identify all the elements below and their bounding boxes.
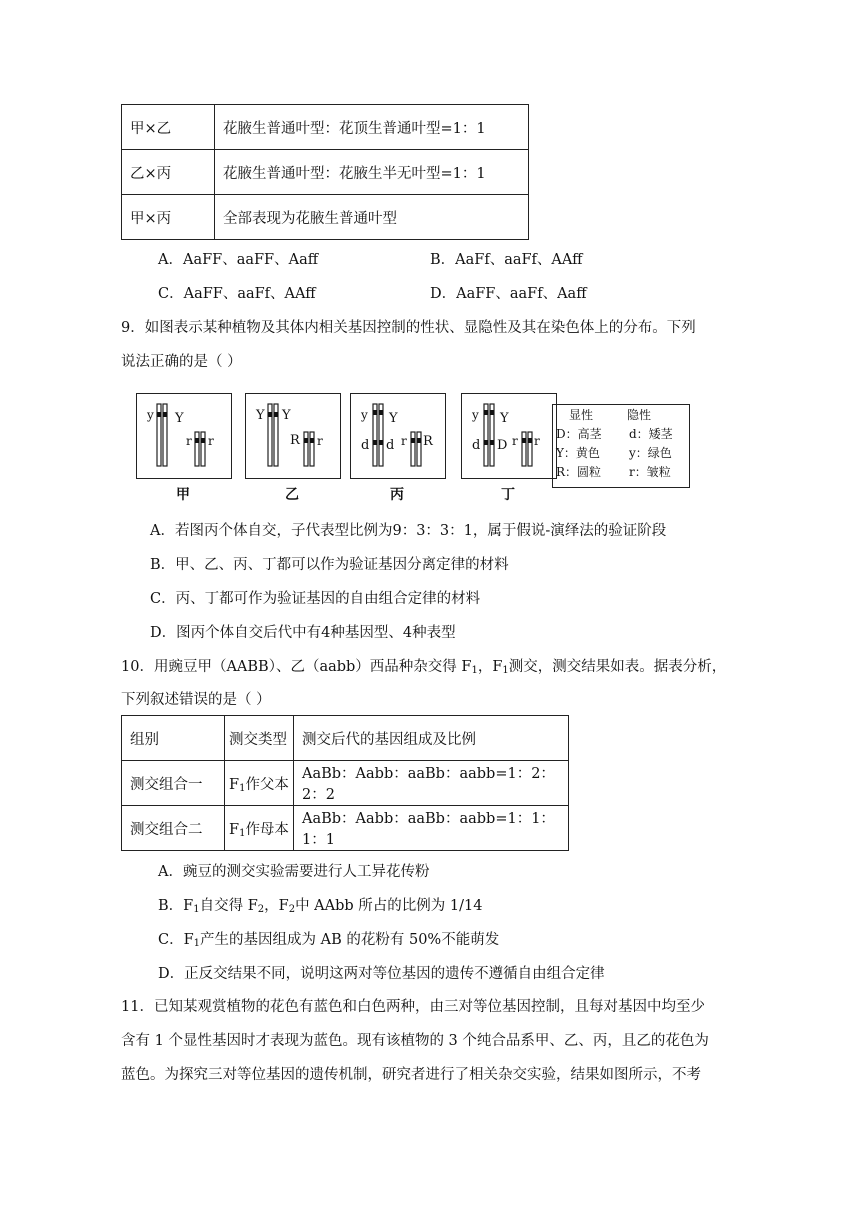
gene-label: d xyxy=(472,438,481,453)
gene-label: r xyxy=(512,434,518,448)
ratio-cell: AaBb：Aabb：aaBb：aabb=1：2：2：2 xyxy=(294,761,569,806)
legend-header-dominant: 显性 xyxy=(569,408,594,422)
group-cell: 测交组合一 xyxy=(122,761,225,806)
table-row xyxy=(122,195,529,240)
cross-cell: 乙×丙 xyxy=(122,150,215,195)
q9-option-c: C．丙、丁都可作为验证基因的自由组合定律的材料 xyxy=(150,591,481,607)
gene-label: r xyxy=(208,434,214,448)
gene-label: y xyxy=(472,408,479,422)
gene-label: r xyxy=(534,434,540,448)
q10-option-a: A．豌豆的测交实验需要进行人工异花传粉 xyxy=(158,864,430,880)
q8-option-d: D．AaFF、aaFf、Aaff xyxy=(430,286,587,302)
cell-bing xyxy=(350,393,446,479)
q9-stem-line2: 说法正确的是（ ） xyxy=(121,354,242,370)
gene-label: y xyxy=(147,408,154,422)
table-row xyxy=(122,806,569,851)
q8-option-b: B．AaFf、aaFf、AAff xyxy=(430,252,583,268)
cell-yi xyxy=(245,393,341,479)
table-row xyxy=(122,761,569,806)
chromosomes-ding xyxy=(462,394,556,478)
gene-label: d xyxy=(361,438,370,453)
q9-option-a: A．若图丙个体自交，子代表型比例为9：3：3：1，属于假说-演绎法的验证阶段 xyxy=(150,523,667,539)
gene-label: r xyxy=(317,434,323,448)
header-cell: 组别 xyxy=(122,716,225,761)
gene-label: d xyxy=(386,438,395,453)
header-cell: 测交类型 xyxy=(225,716,294,761)
q10-table xyxy=(121,715,569,851)
q9-option-b: B．甲、乙、丙、丁都可以作为验证基因分离定律的材料 xyxy=(150,557,509,573)
group-cell: 测交组合二 xyxy=(122,806,225,851)
q10-option-b: B．$F_1$自交得 $F_2$，$F_2$中 AAbb 所占的比例为 1/14 xyxy=(158,898,483,915)
cell-jia xyxy=(136,393,232,479)
result-cell: 花腋生普通叶型：花顶生普通叶型=1：1 xyxy=(215,105,529,150)
legend-recessive: r：皱粒 xyxy=(629,465,671,479)
cross-cell: 甲×丙 xyxy=(122,195,215,240)
table-row xyxy=(122,105,529,150)
legend-recessive: d：矮茎 xyxy=(629,427,673,441)
gene-label: y xyxy=(361,408,368,422)
header-cell: 测交后代的基因组成及比例 xyxy=(294,716,569,761)
type-cell: $F_1$作母本 xyxy=(225,806,294,851)
gene-label: R xyxy=(290,433,300,448)
legend-dominant: D：高茎 xyxy=(556,427,602,441)
q10-stem-line1: 10．用豌豆甲（AABB）、乙（aabb）西品种杂交得 $F_1$，$F_1$测交，测交结果如表。据表分析， xyxy=(121,659,727,676)
ratio-cell: AaBb：Aabb：aaBb：aabb=1：1：1：1 xyxy=(294,806,569,851)
result-cell: 花腋生普通叶型：花腋生半无叶型=1：1 xyxy=(215,150,529,195)
gene-label: Y xyxy=(389,411,398,426)
gene-label: Y xyxy=(282,408,291,423)
figure-label-yi: 乙 xyxy=(285,487,299,503)
gene-label: r xyxy=(401,434,407,448)
q10-option-c: C．$F_1$产生的基因组成为 AB 的花粉有 50%不能萌发 xyxy=(158,932,500,949)
gene-label: Y xyxy=(500,411,509,426)
figure-legend xyxy=(552,404,690,488)
cross-cell: 甲×乙 xyxy=(122,105,215,150)
gene-label: D xyxy=(497,438,508,453)
q8-option-a: A．AaFF、aaFF、Aaff xyxy=(158,252,319,268)
q9-stem-line1: 9．如图表示某种植物及其体内相关基因控制的性状、显隐性及其在染色体上的分布。下列 xyxy=(121,320,696,336)
figure-label-jia: 甲 xyxy=(176,487,190,503)
figure-label-bing: 丙 xyxy=(390,487,404,503)
cell-ding xyxy=(461,393,557,479)
result-cell: 全部表现为花腋生普通叶型 xyxy=(215,195,529,240)
gene-label: Y xyxy=(256,408,265,423)
gene-label: r xyxy=(186,434,192,448)
q9-option-d: D．图丙个体自交后代中有4种基因型、4种表型 xyxy=(150,625,456,641)
gene-label: R xyxy=(423,434,433,449)
legend-recessive: y：绿色 xyxy=(629,446,672,460)
type-cell: $F_1$作父本 xyxy=(225,761,294,806)
q8-option-c: C．AaFF、aaFf、AAff xyxy=(158,286,316,302)
chromosomes-jia xyxy=(137,394,231,478)
q11-line2: 含有 1 个显性基因时才表现为蓝色。现有该植物的 3 个纯合品系甲、乙、丙，且乙的花色为 xyxy=(121,1033,709,1049)
q10-option-d: D．正反交结果不同，说明这两对等位基因的遗传不遵循自由组合定律 xyxy=(158,966,605,982)
legend-dominant: Y：黄色 xyxy=(556,446,600,460)
legend-header-recessive: 隐性 xyxy=(627,408,652,422)
table-header-row xyxy=(122,716,569,761)
figure-label-ding: 丁 xyxy=(501,487,515,503)
table-row xyxy=(122,150,529,195)
gene-label: Y xyxy=(175,411,184,426)
q8-table xyxy=(121,104,529,240)
q11-line1: 11．已知某观赏植物的花色有蓝色和白色两种，由三对等位基因控制，且每对基因中均至少 xyxy=(121,999,705,1015)
q11-line3: 蓝色。为探究三对等位基因的遗传机制，研究者进行了相关杂交实验，结果如图所示，不考 xyxy=(121,1067,701,1083)
legend-dominant: R：圆粒 xyxy=(556,465,602,479)
q10-stem-line2: 下列叙述错误的是（ ） xyxy=(121,692,271,708)
